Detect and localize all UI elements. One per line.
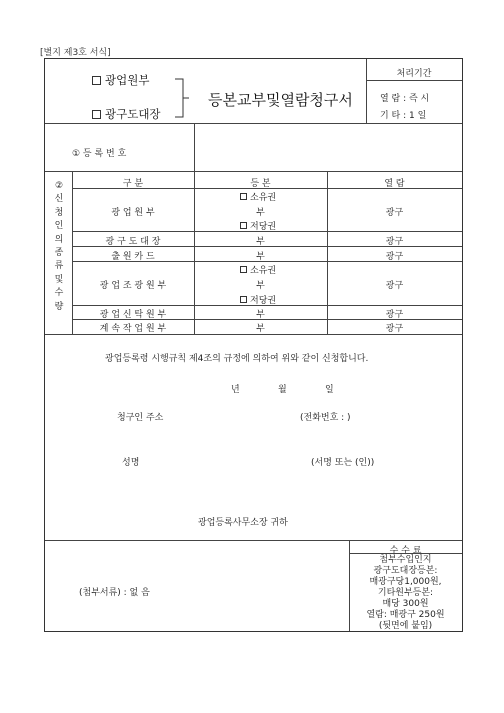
row-name: 광 업 원 부: [111, 208, 155, 218]
checkbox-icon[interactable]: [92, 110, 101, 119]
applicant-type-label: ② 신 청 인 의 종 류 및 수 량: [54, 181, 64, 312]
processing-label: 처리기간: [396, 69, 432, 79]
option-mine-map-register[interactable]: [92, 106, 161, 122]
declaration-text: 광업등록령 시행규칙 제4조의 규정에 의하여 위와 같이 신청합니다.: [105, 354, 369, 364]
copy-unit: 부: [256, 208, 265, 218]
copy-unit: 부: [256, 310, 265, 320]
copy-unit: 부: [256, 324, 265, 334]
copy-unit: 부: [256, 252, 265, 262]
date-month: 월: [278, 385, 287, 395]
row-name: 출 원 카 드: [111, 252, 155, 262]
phone-label: (전화번호 : ): [300, 413, 351, 423]
mortgage-option[interactable]: 저당권: [240, 219, 276, 232]
date-year: 년: [231, 385, 240, 395]
view-unit: 광구: [385, 281, 404, 291]
document-title: 등본교부및열람청구서: [208, 91, 353, 109]
view-unit: 광구: [385, 252, 404, 262]
fee-details: 첨부수입인지 광구도대장등본: 매광구당1,000원, 기타원부등본: 매당 300원 열람: 매광구 250원 (뒷면에 붙임): [366, 555, 445, 631]
row-name: 광 업 조 광 원 부: [99, 281, 167, 291]
checkbox-icon[interactable]: [240, 222, 247, 229]
view-unit: 광구: [385, 237, 404, 247]
registration-number-label: ① 등 록 번 호: [72, 149, 127, 159]
row-name: 광 구 도 대 장: [105, 237, 161, 247]
form-label: [별지 제3호 서식]: [40, 48, 111, 58]
applicant-address-label: 청구인 주소: [117, 413, 164, 423]
col-copy-header: 등 본: [250, 179, 271, 189]
copy-unit: 부: [256, 237, 265, 247]
view-unit: 광구: [385, 310, 404, 320]
option-mining-register[interactable]: [92, 72, 149, 88]
row-name: 광 업 신 탁 원 부: [99, 310, 167, 320]
view-unit: 광구: [385, 208, 404, 218]
mortgage-option[interactable]: 저당권: [240, 293, 276, 306]
date-day: 일: [325, 385, 334, 395]
col-category-header: 구 분: [122, 179, 144, 189]
col-view-header: 열 람: [384, 179, 405, 189]
processing-view: 열 람 : 즉 시: [380, 94, 430, 104]
fee-title: 수 수 료: [389, 546, 422, 556]
checkbox-icon[interactable]: [240, 296, 247, 303]
checkbox-icon[interactable]: [240, 193, 247, 200]
processing-other: 기 타 : 1 일: [380, 111, 427, 121]
applicant-name-label: 성명: [122, 458, 140, 468]
bracket-icon: [174, 78, 190, 118]
checkbox-icon[interactable]: [92, 76, 101, 85]
owner-option[interactable]: 소유권: [240, 190, 276, 203]
addressee: 광업등록사무소장 귀하: [198, 518, 288, 528]
copy-unit: 부: [256, 281, 265, 291]
option-label: 광구도대장: [105, 107, 161, 121]
option-label: 광업원부: [105, 73, 150, 87]
view-unit: 광구: [385, 324, 404, 334]
row-name: 계 속 작 업 원 부: [99, 324, 167, 334]
signature-label: (서명 또는 (인)): [311, 458, 375, 468]
attachments-label: (첨부서류) : 없 음: [79, 588, 150, 598]
checkbox-icon[interactable]: [240, 266, 247, 273]
registration-number-field[interactable]: [196, 126, 460, 168]
owner-option[interactable]: 소유권: [240, 263, 276, 276]
